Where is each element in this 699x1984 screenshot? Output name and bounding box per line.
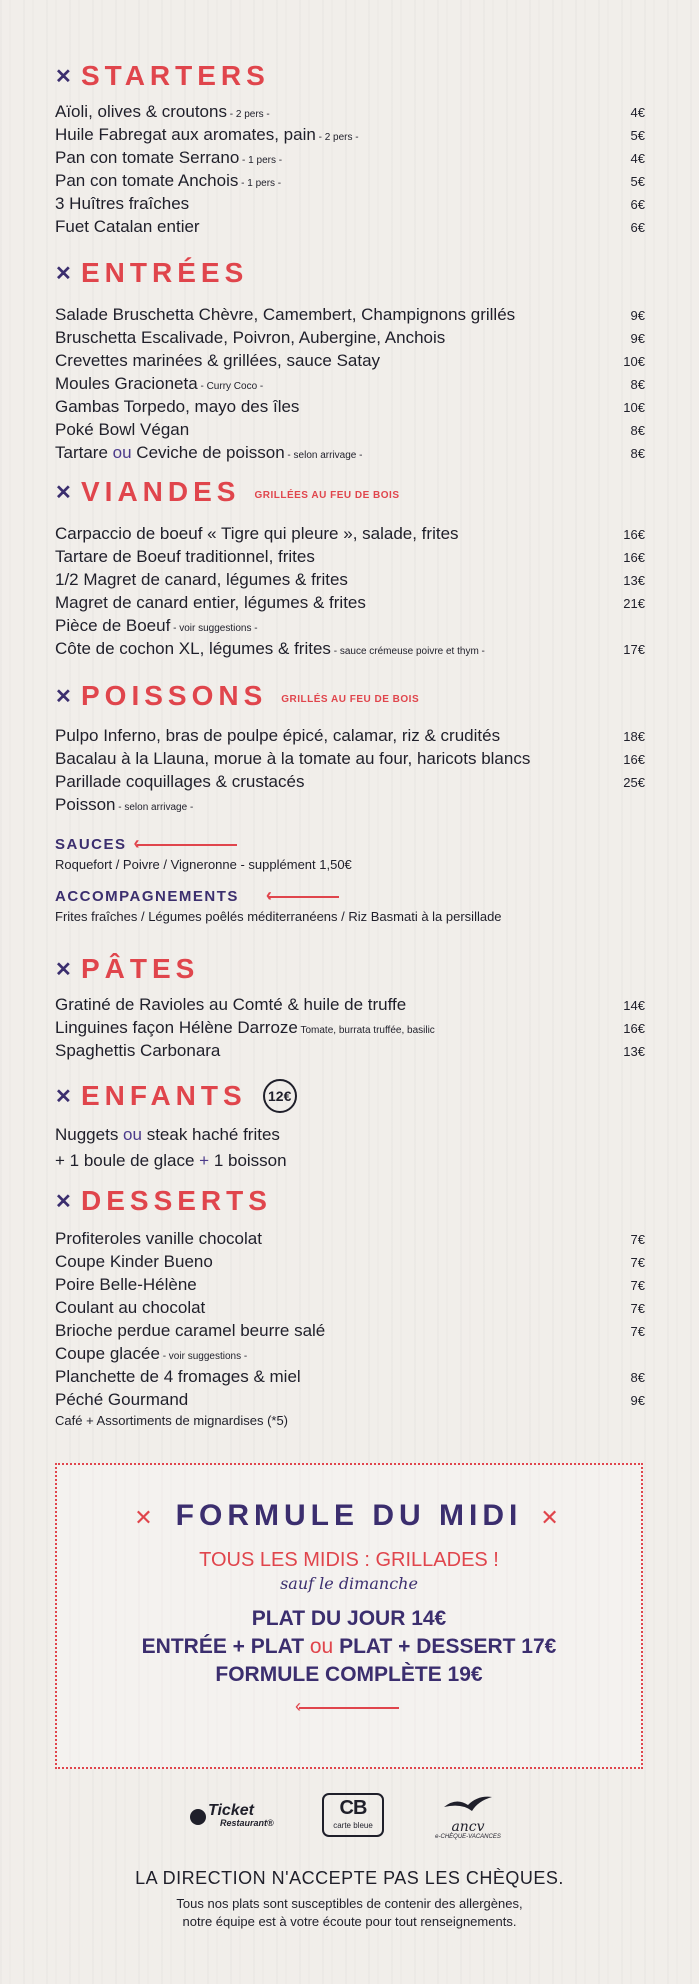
item-name: Péché Gourmand [55,1390,189,1409]
item-name: Salade Bruschetta Chèvre, Camembert, Champignons grillés [55,305,516,324]
item-note: - 1 pers - [239,155,283,166]
menu-item [55,1321,645,1344]
menu-item [55,397,645,420]
section-sauces [55,836,645,872]
menu-item [55,547,645,570]
menu-item [55,148,645,171]
kids-line: + 1 boule de glace + 1 boisson [55,1151,287,1170]
item-note: - 2 pers - [226,109,270,120]
bird-icon [442,1793,494,1815]
item-note: - selon arrivage - [115,802,194,813]
item-name: Pièce de Boeuf [55,616,171,635]
menu-item [55,328,645,351]
item-name: Gratiné de Ravioles au Comté & huile de truffe [55,995,407,1014]
item-name: Magret de canard entier, légumes & frites [55,593,366,612]
item-price: 9€ [630,308,645,323]
arrow-icon [137,844,237,846]
cross-icon: ✕ [55,685,72,708]
footer-notice: LA DIRECTION N'ACCEPTE PAS LES CHÈQUES. [135,1868,564,1888]
menu-item [55,1229,645,1252]
section-title: DESSERTS [81,1185,272,1216]
item-name: Crevettes marinées & grillées, sauce Satay [55,351,381,370]
item-name: Huile Fabregat aux aromates, pain [55,125,316,144]
section-starters [55,60,645,240]
cross-icon: ✕ [134,1505,158,1530]
item-name: Gambas Torpedo, mayo des îles [55,397,300,416]
menu-item [55,749,645,772]
kids-line: Nuggets ou steak haché frites [55,1125,280,1144]
item-name: Pulpo Inferno, bras de poulpe épicé, calamar, riz & crudités [55,726,501,745]
arrow-icon [269,896,339,898]
menu-item [55,171,645,194]
footer [0,1868,699,1931]
price-badge: 12€ [263,1079,297,1113]
item-price: 9€ [630,1393,645,1408]
menu-item [55,1390,645,1413]
item-note: - 2 pers - [315,132,359,143]
item-note: - sauce crémeuse poivre et thym - [330,646,485,657]
section-pates [55,953,645,1064]
section-entrees [55,257,645,466]
item-name: Tartare de Boeuf traditionnel, frites [55,547,315,566]
section-title: VIANDES [81,476,241,507]
formule-subtitle: TOUS LES MIDIS : GRILLADES ! [199,1549,499,1571]
menu-item [55,995,645,1018]
menu-item [55,570,645,593]
item-price: 8€ [630,423,645,438]
item-name: Planchette de 4 fromages & miel [55,1367,301,1386]
cross-icon: ✕ [540,1505,564,1530]
item-price: 16€ [623,1021,645,1036]
section-text: Frites fraîches / Légumes poêlés méditerranéens / Riz Basmati à la persillade [55,909,502,924]
menu-item [55,1275,645,1298]
item-price: 6€ [630,220,645,235]
item-price: 4€ [630,105,645,120]
menu-item [55,351,645,374]
section-viandes [55,476,645,662]
section-accompagnements [55,888,645,924]
item-price: 13€ [623,573,645,588]
ancv-logo: ancv e-CHÈQUE-VACANCES [428,1793,508,1840]
section-title: SAUCES [55,836,127,853]
menu-item [55,1367,645,1390]
item-price: 21€ [623,596,645,611]
menu-item [55,524,645,547]
item-note: - 1 pers - [238,178,282,189]
item-note: - Curry Coco - [197,381,264,392]
menu-item [55,443,645,466]
carte-bleue-logo: CB carte bleue [322,1793,384,1837]
item-price: 8€ [630,1370,645,1385]
item-list [55,524,645,662]
menu-item [55,726,645,749]
item-name: Profiteroles vanille chocolat [55,1229,262,1248]
item-name: Parillade coquillages & crustacés [55,772,305,791]
cross-icon: ✕ [55,262,72,285]
item-note: - selon arrivage - [284,450,363,461]
item-price: 17€ [623,642,645,657]
item-price: 16€ [623,550,645,565]
section-title: ACCOMPAGNEMENTS [55,888,239,905]
formule-title: ✕ FORMULE DU MIDI ✕ [134,1499,564,1532]
menu-item [55,795,645,818]
menu-item [55,1252,645,1275]
item-price: 7€ [630,1232,645,1247]
menu-item [55,374,645,397]
item-price: 8€ [630,446,645,461]
section-note: GRILLÉS AU FEU DE BOIS [281,693,420,705]
item-name: Linguines façon Hélène Darroze [55,1018,298,1037]
item-name: Pan con tomate Anchois [55,171,239,190]
item-price: 9€ [630,331,645,346]
menu-item [55,1344,645,1367]
cross-icon: ✕ [55,958,72,981]
item-name: 1/2 Magret de canard, légumes & frites [55,570,348,589]
item-price: 25€ [623,775,645,790]
menu-item [55,194,645,217]
section-enfants [55,1078,645,1174]
menu-item [55,217,645,240]
item-note: - voir suggestions - [159,1351,248,1362]
item-name: Fuet Catalan entier [55,217,200,236]
section-title: STARTERS [81,60,270,91]
formule-line: FORMULE COMPLÈTE 19€ [215,1663,483,1686]
item-name: Bacalau à la Llauna, morue à la tomate au four, haricots blancs [55,749,531,768]
dot-icon [190,1809,206,1825]
arrow-icon [299,1707,399,1709]
item-price: 13€ [623,1044,645,1059]
item-list [55,726,645,818]
item-name: Poisson [55,795,116,814]
item-name: Aïoli, olives & croutons [55,102,227,121]
item-name: Poké Bowl Végan [55,420,190,439]
item-name: Coulant au chocolat [55,1298,206,1317]
item-price: 14€ [623,998,645,1013]
menu-item [55,125,645,148]
section-text: Roquefort / Poivre / Vigneronne - supplément 1,50€ [55,857,352,872]
menu-item [55,772,645,795]
or-word: ou [112,443,132,462]
item-name: Poire Belle-Hélène [55,1275,197,1294]
section-desserts [55,1185,645,1428]
item-price: 4€ [630,151,645,166]
item-price: 7€ [630,1255,645,1270]
section-title: POISSONS [81,680,268,711]
item-price: 5€ [630,128,645,143]
section-title: ENFANTS [81,1080,247,1111]
cross-icon: ✕ [55,1190,72,1213]
menu-item [55,639,645,662]
formule-line: ENTRÉE + PLAT ou PLAT + DESSERT 17€ [141,1635,557,1658]
menu-item [55,593,645,616]
ticket-restaurant-logo: Ticket Restaurant® [190,1805,274,1829]
menu-item [55,305,645,328]
section-poissons [55,680,645,818]
item-note: Tomate, burrata truffée, basilic [297,1025,435,1036]
menu-item [55,1298,645,1321]
item-list [55,102,645,240]
item-note: - voir suggestions - [170,623,258,634]
footer-allergens: Tous nos plats sont susceptibles de contenir des allergènes, notre équipe est à votre écoute pour tout renseignements. [176,1896,523,1929]
item-name: Spaghettis Carbonara [55,1041,221,1060]
dessert-extra: Café + Assortiments de mignardises (*5) [55,1413,289,1428]
item-name: Pan con tomate Serrano [55,148,240,167]
item-price: 16€ [623,527,645,542]
item-name: Ceviche de poisson [131,443,285,462]
item-price: 7€ [630,1301,645,1316]
item-price: 7€ [630,1278,645,1293]
menu-item [55,102,645,125]
item-list [55,1229,645,1413]
item-price: 16€ [623,752,645,767]
section-title: PÂTES [81,953,200,984]
item-list [55,305,645,466]
item-name: Bruschetta Escalivade, Poivron, Aubergine, Anchois [55,328,446,347]
menu-item [55,1041,645,1064]
menu-item [55,1018,645,1041]
item-price: 7€ [630,1324,645,1339]
section-title: ENTRÉES [81,257,249,288]
item-name: Tartare [55,443,113,462]
item-list [55,995,645,1064]
item-name: Brioche perdue caramel beurre salé [55,1321,326,1340]
formule-line: PLAT DU JOUR 14€ [251,1607,447,1630]
item-price: 8€ [630,377,645,392]
item-name: Moules Gracioneta [55,374,198,393]
item-price: 6€ [630,197,645,212]
item-name: Coupe Kinder Bueno [55,1252,213,1271]
item-price: 5€ [630,174,645,189]
item-name: Coupe glacée [55,1344,160,1363]
item-name: Carpaccio de boeuf « Tigre qui pleure », salade, frites [55,524,459,543]
section-note: GRILLÉES AU FEU DE BOIS [254,489,400,501]
item-price: 18€ [623,729,645,744]
item-name: Côte de cochon XL, légumes & frites [55,639,331,658]
menu-item [55,420,645,443]
formule-box [55,1463,643,1769]
item-name: 3 Huîtres fraîches [55,194,190,213]
menu-item [55,616,645,639]
kids-menu [55,1122,645,1174]
payment-logos [0,1793,699,1853]
cross-icon: ✕ [55,65,72,88]
cross-icon: ✕ [55,1085,72,1108]
cross-icon: ✕ [55,481,72,504]
formule-script: sauf le dimanche [280,1574,418,1593]
item-price: 10€ [623,354,645,369]
item-price: 10€ [623,400,645,415]
